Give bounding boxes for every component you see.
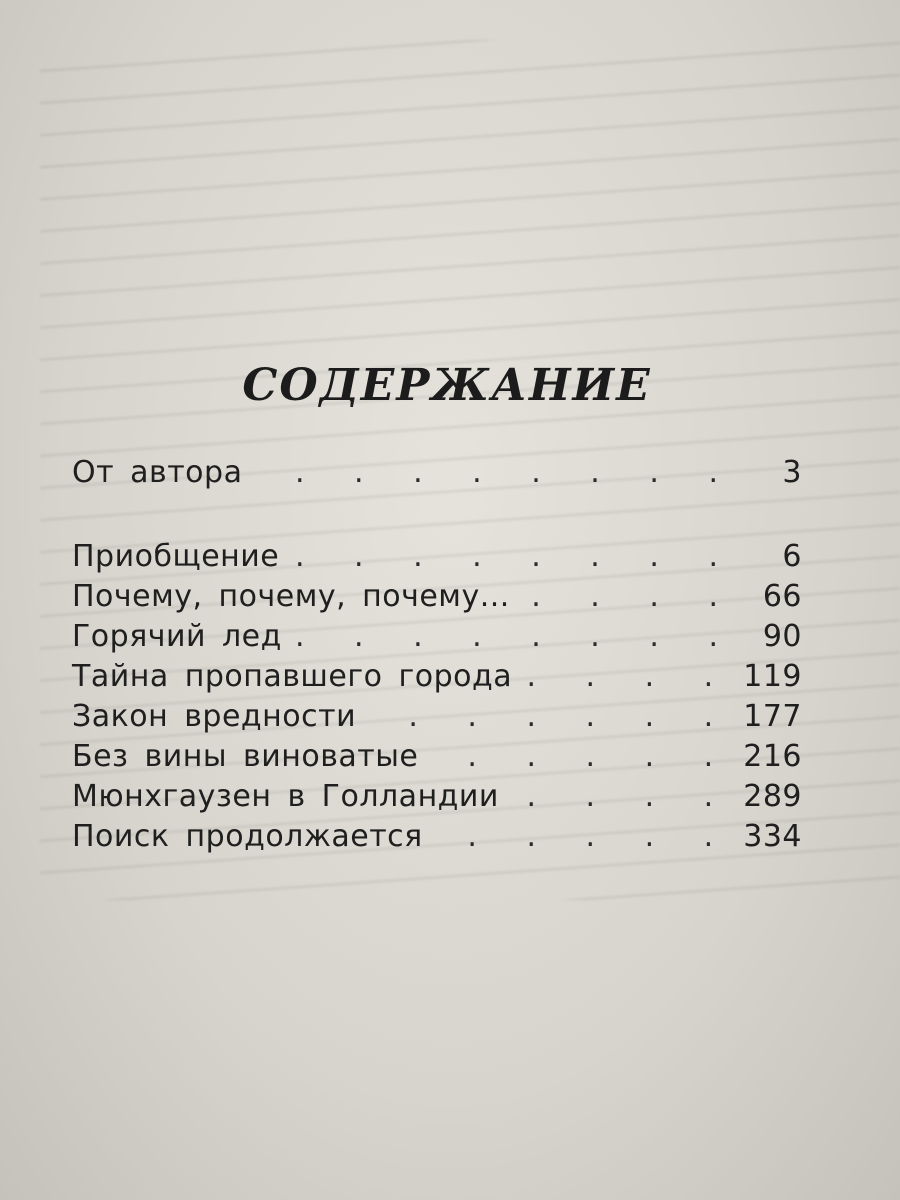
toc-entry [72,617,802,657]
dot-leader [509,777,733,817]
dot-leader [522,657,733,697]
toc-entry-page: 66 [762,579,802,614]
toc-entry-title: Мюнхгаузен в Голландии [72,779,499,814]
toc-entry-title: Тайна пропавшего города [72,659,513,694]
toc-entry [72,657,802,697]
toc-entry-title: Приобщение [72,539,280,574]
dot-leader [520,577,738,617]
toc-entry-page: 3 [782,455,802,490]
toc-heading: СОДЕРЖАНИЕ [242,360,652,411]
dot-leader [366,697,733,737]
dot-leader [289,537,738,577]
toc-entry-title: Поиск продолжается [72,819,423,854]
toc-entry [72,817,802,857]
toc-entry-title: Без вины виноватые [72,739,419,774]
toc-entry [72,777,802,817]
dot-leader [292,617,738,657]
toc-entry [72,697,802,737]
toc-entry-title: Почему, почему, почему... [72,579,510,614]
toc-entry [72,577,802,617]
toc-entry-page: 334 [743,819,802,854]
dot-leader [428,737,733,777]
toc-entry [72,737,802,777]
toc-entry-page: 216 [743,739,802,774]
table-of-contents [72,360,802,857]
dot-leader [252,453,738,493]
toc-entry-page: 6 [782,539,802,574]
toc-entry [72,537,802,577]
toc-entry-page: 90 [762,619,802,654]
toc-entry-title: От автора [72,455,243,490]
toc-entry-page: 289 [743,779,802,814]
dot-leader [433,817,734,857]
toc-entry-page: 177 [743,699,802,734]
toc-entry-title: Горячий лед [72,619,282,654]
toc-entry-title: Закон вредности [72,699,357,734]
toc-entry-page: 119 [743,659,802,694]
toc-entry [72,453,802,493]
